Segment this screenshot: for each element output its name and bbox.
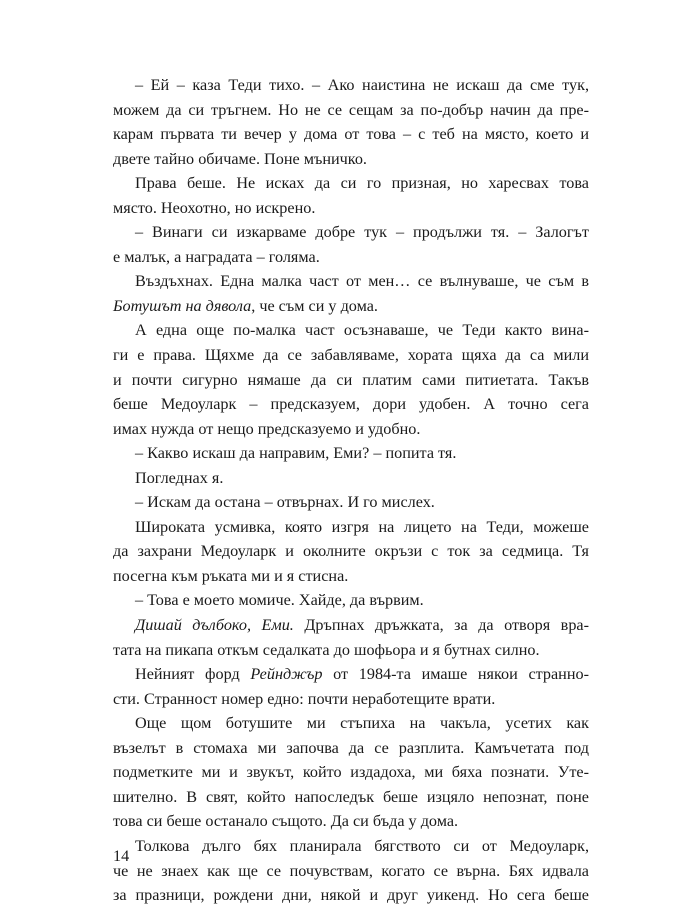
text-line: – Това е моето момиче. Хайде, да вървим.	[135, 591, 424, 610]
text-line: сти. Странност номер едно: почти неработещите врати.	[113, 689, 496, 708]
text-line: беше Медоуларк – предсказуем, дори удобен. А точно сега	[113, 395, 589, 414]
text-line: и почти сигурно нямаше да си платим сами питиетата. Такъв	[113, 370, 589, 389]
body-text	[113, 73, 589, 908]
text-line: Толкова дълго бях планирала бягството си от Медоуларк,	[135, 836, 589, 855]
paragraph	[113, 466, 589, 491]
text-line: Широката усмивка, която изгря на лицето на Теди, можеше	[135, 517, 589, 536]
text-line: подметките ми и звукът, който издадоха, ми бяха познати. Уте-	[113, 763, 589, 782]
text-line: двете тайно обичаме. Поне мъничко.	[113, 149, 367, 168]
text-line: да захрани Медоуларк и околните окръзи с ток за седмица. Тя	[113, 542, 589, 561]
text-line: това си беше останало същото. Да си бъда у дома.	[113, 812, 459, 831]
paragraph	[113, 613, 589, 662]
text-fragment: , че съм си у дома.	[251, 296, 378, 315]
text-fragment: от 1984-та имаше някои странно-	[322, 665, 589, 684]
text-line: карам първата ти вечер у дома от това – с теб на място, което и	[113, 125, 589, 144]
text-line: – Какво искаш да направим, Еми? – попита тя.	[135, 444, 457, 463]
paragraph	[113, 711, 589, 834]
text-line: имах нужда от нещо предсказуемо и удобно.	[113, 419, 421, 438]
text-line: шително. В свят, който напоследък беше изцяло непознат, поне	[113, 787, 589, 806]
paragraph	[113, 588, 589, 613]
text-line: – Винаги си изкарваме добре тук – продължи тя. – Залогът	[135, 223, 589, 242]
text-fragment: Дръпнах дръжката, за да отворя вра-	[293, 616, 589, 635]
text-line: Погледнах я.	[135, 468, 224, 487]
paragraph	[113, 171, 589, 220]
text-line: Още щом ботушите ми стъпиха на чакъла, усетих как	[135, 714, 589, 733]
text-line: Права беше. Не исках да си го призная, но харесвах това	[135, 174, 589, 193]
paragraph	[113, 662, 589, 711]
italic-thought: Дишай дълбоко, Еми.	[135, 616, 294, 635]
text-fragment: Нейният форд	[135, 665, 251, 684]
italic-vehicle-name: Рейнджър	[250, 665, 323, 684]
paragraph	[113, 490, 589, 515]
paragraph	[113, 269, 589, 318]
text-line: е малък, а наградата – голяма.	[113, 247, 320, 266]
text-line: за празници, рождени дни, някой и друг уикенд. Но сега беше	[113, 886, 589, 905]
paragraph	[113, 73, 589, 171]
text-line: А една още по-малка част осъзнаваше, че Теди както вина-	[135, 321, 589, 340]
paragraph	[113, 834, 589, 908]
text-line: посегна към ръката ми и я стисна.	[113, 566, 349, 585]
text-line: възелът в стомаха ми започва да се разплита. Камъчетата под	[113, 738, 589, 757]
paragraph	[113, 318, 589, 441]
text-line	[113, 294, 589, 319]
text-line: ги е права. Щяхме да се забавляваме, хората щяха да са мили	[113, 346, 589, 365]
text-line: тата на пикапа откъм седалката до шофьора и я бутнах силно.	[113, 640, 540, 659]
text-line: – Ей – каза Теди тихо. – Ако наистина не искаш да сме тук,	[135, 76, 589, 94]
text-line: можем да си тръгнем. Но не се сещам за по-добър начин да пре-	[113, 100, 589, 119]
italic-title: Ботушът на дявола	[113, 296, 252, 315]
page-number: 14	[113, 847, 130, 865]
paragraph	[113, 220, 589, 269]
text-line	[113, 613, 589, 638]
paragraph	[113, 515, 589, 589]
text-line: място. Неохотно, но искрено.	[113, 198, 316, 217]
text-line: – Искам да остана – отвърнах. И го мислех.	[135, 493, 435, 512]
text-line: че не знаех как ще се почувствам, когато се върна. Бях идвала	[113, 861, 589, 880]
paragraph	[113, 441, 589, 466]
text-line: Въздъхнах. Една малка част от мен… се вълнуваше, че съм в	[135, 272, 589, 291]
text-line	[113, 662, 589, 687]
